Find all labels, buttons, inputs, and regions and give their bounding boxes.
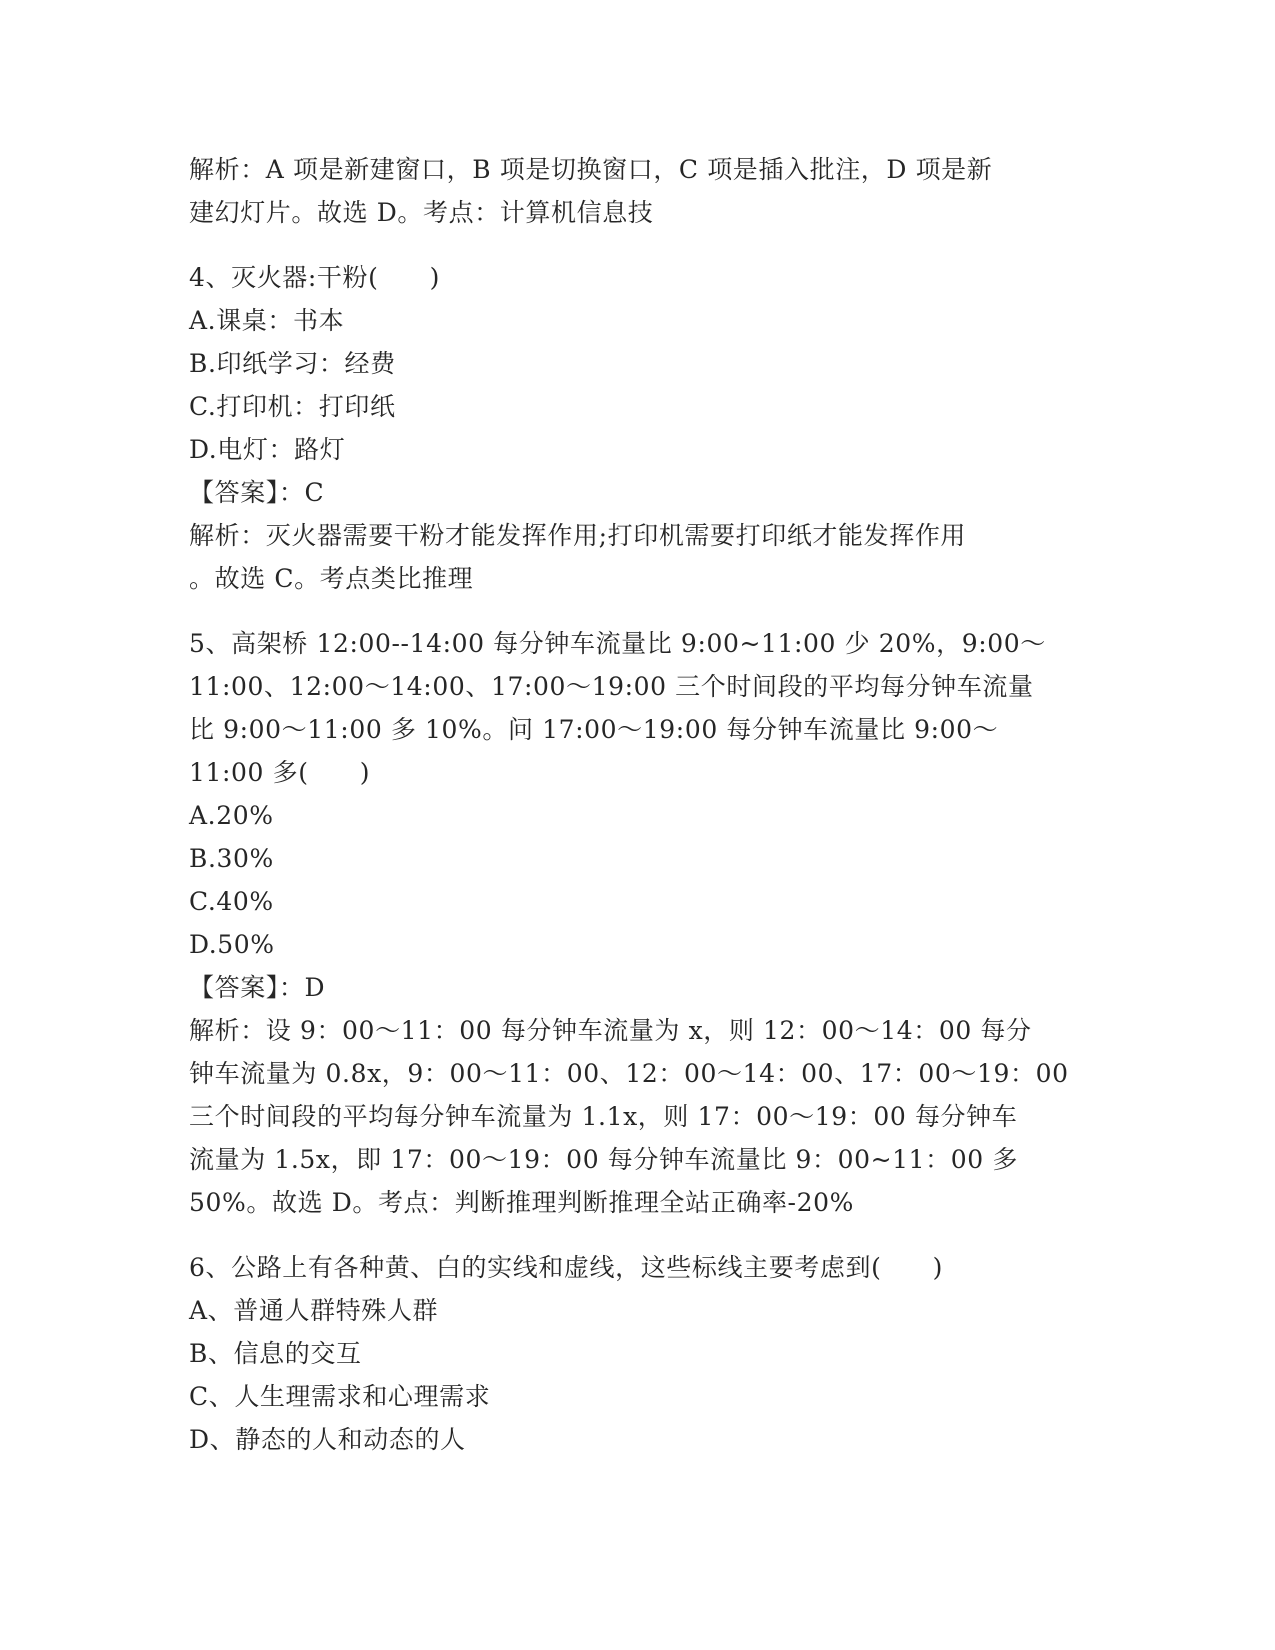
document-page (189, 148, 1089, 1461)
explanation-line: 建幻灯片。故选 D。考点：计算机信息技 (189, 198, 654, 227)
option-c: C.40% (189, 887, 274, 916)
option-a: A.课桌：书本 (189, 306, 345, 335)
question-stem: 11:00 多( ) (189, 758, 371, 787)
explanation-line: 解析：A 项是新建窗口，B 项是切换窗口，C 项是插入批注，D 项是新 (189, 155, 993, 184)
option-a: A.20% (189, 801, 274, 830)
question-6 (189, 1246, 1089, 1461)
explanation-line: 解析：灭火器需要干粉才能发挥作用;打印机需要打印纸才能发挥作用 (189, 521, 967, 550)
question-stem: 4、灭火器:干粉( ) (189, 263, 441, 292)
explanation-line: 钟车流量为 0.8x，9：00～11：00、12：00～14：00、17：00～19：00 (189, 1059, 1069, 1088)
explanation-line: 50%。故选 D。考点：判断推理判断推理全站正确率-20% (189, 1188, 854, 1217)
option-a: A、普通人群特殊人群 (189, 1296, 439, 1325)
option-d: D.电灯：路灯 (189, 435, 346, 464)
explanation-line: 。故选 C。考点类比推理 (189, 564, 474, 593)
option-d: D、静态的人和动态的人 (189, 1425, 466, 1454)
question-stem: 11:00、12:00～14:00、17:00～19:00 三个时间段的平均每分钟车流量 (189, 672, 1034, 701)
explanation-line: 三个时间段的平均每分钟车流量为 1.1x，则 17：00～19：00 每分钟车 (189, 1102, 1018, 1131)
explanation-line: 解析：设 9：00～11：00 每分钟车流量为 x，则 12：00～14：00 每分 (189, 1016, 1032, 1045)
question-stem: 6、公路上有各种黄、白的实线和虚线，这些标线主要考虑到( ) (189, 1253, 944, 1282)
option-b: B.30% (189, 844, 274, 873)
option-b: B、信息的交互 (189, 1339, 362, 1368)
question-5 (189, 622, 1089, 1224)
answer-line: 【答案】：D (189, 973, 326, 1002)
option-b: B.印纸学习：经费 (189, 349, 396, 378)
question-4 (189, 256, 1089, 600)
option-c: C.打印机：打印纸 (189, 392, 396, 421)
answer-line: 【答案】：C (189, 478, 325, 507)
option-c: C、人生理需求和心理需求 (189, 1382, 491, 1411)
previous-explanation (189, 148, 1089, 234)
option-d: D.50% (189, 930, 275, 959)
question-stem: 5、高架桥 12:00--14:00 每分钟车流量比 9:00~11:00 少 20%，9:00～ (189, 629, 1046, 658)
explanation-line: 流量为 1.5x，即 17：00～19：00 每分钟车流量比 9：00~11：00 多 (189, 1145, 1018, 1174)
question-stem: 比 9:00～11:00 多 10%。问 17:00～19:00 每分钟车流量比 9:00～ (189, 715, 999, 744)
